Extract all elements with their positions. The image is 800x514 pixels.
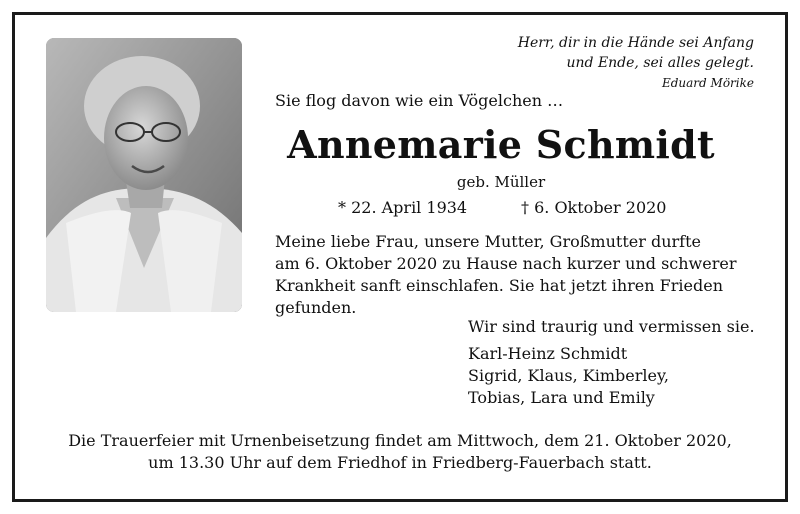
epigraph-quote <box>518 33 754 92</box>
birth-date: * 22. April 1934 <box>338 198 468 217</box>
ceremony-notice <box>40 430 760 474</box>
ceremony-line: Die Trauerfeier mit Urnenbeisetzung findet am Mittwoch, dem 21. Oktober 2020, <box>68 431 732 450</box>
quote-author: Eduard Mörike <box>661 76 754 90</box>
announcement-text <box>275 231 755 319</box>
announcement-line: gefunden. <box>275 298 357 317</box>
quote-line: Herr, dir in die Hände sei Anfang <box>517 35 754 51</box>
ceremony-line: um 13.30 Uhr auf dem Friedhof in Friedberg-Fauerbach statt. <box>148 453 652 472</box>
mourner-line: Tobias, Lara und Emily <box>468 388 655 407</box>
announcement-line: am 6. Oktober 2020 zu Hause nach kurzer und schwerer <box>275 254 737 273</box>
deceased-name: Annemarie Schmidt <box>287 122 715 167</box>
intro-line: Sie flog davon wie ein Vögelchen … <box>275 91 564 110</box>
mourners-list <box>468 343 669 409</box>
death-date: † 6. Oktober 2020 <box>521 198 667 217</box>
birth-name: geb. Müller <box>456 173 546 191</box>
announcement-line: Meine liebe Frau, unsere Mutter, Großmutter durfte <box>275 232 701 251</box>
mourner-line: Sigrid, Klaus, Kimberley, <box>468 366 669 385</box>
closing-line: Wir sind traurig und vermissen sie. <box>468 317 755 336</box>
portrait-photo <box>46 38 242 312</box>
announcement-line: Krankheit sanft einschlafen. Sie hat jetzt ihren Frieden <box>275 276 724 295</box>
mourner-line: Karl-Heinz Schmidt <box>468 344 628 363</box>
quote-line: und Ende, sei alles gelegt. <box>566 55 754 71</box>
